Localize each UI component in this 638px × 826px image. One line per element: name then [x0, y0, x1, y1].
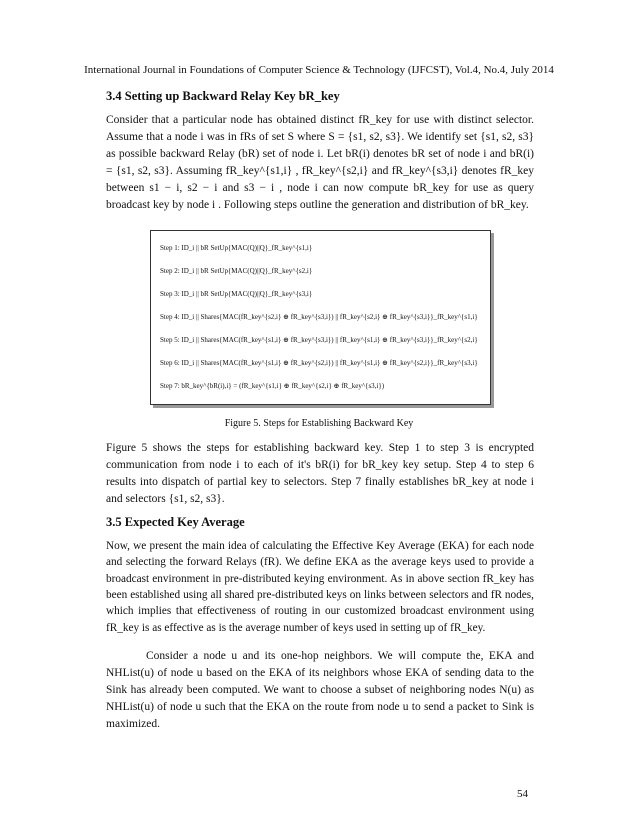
step-4: Step 4: ID_i || Shares{MAC(fR_key^{s2,i} ⊕ fR_key^{s3,i}) || fR_key^{s2,i} ⊕ fR_key^{s3,i}}_fR_key^{s1,i}: [160, 313, 478, 321]
section-3-5-paragraph-1: Now, we present the main idea of calculating the Effective Key Average (EKA) for each node and selecting the forward Relays (fR). We define EKA as the average keys used to provide a broadcast environment in pre-distributed keying environment. As in above section fR_key has been established using all shared pre-distributed keys on links between selectors and fR nodes, which implies that effectiveness of routing in our customized broadcast environment using fR_key is as effective as is the average number of keys used in setting up of fR_key.: [106, 540, 534, 634]
section-3-5-title: 3.5 Expected Key Average: [106, 515, 245, 529]
figure-5-discussion: Figure 5 shows the steps for establishing backward key. Step 1 to step 3 is encrypted communication from node i to each of it's bR(i) for bR_key key setup. Step 4 to step 6 results into dispatch of partial key to selectors. Step 7 finally establishes bR_key at node i and selectors {s1, s2, s3}.: [106, 442, 534, 505]
step-5: Step 5: ID_i || Shares{MAC(fR_key^{s1,i} ⊕ fR_key^{s3,i}) || fR_key^{s1,i} ⊕ fR_key^{s3,i}}_fR_key^{s2,i}: [160, 336, 478, 344]
section-3-4-paragraph: Consider that a particular node has obtained distinct fR_key for use with distinct selector. Assume that a node i was in fRs of set S where S = {s1, s2, s3}. We identify set {s1, s2, s3} as possible backward Relay (bR) set of node i. Let bR(i) denotes bR set of node i and bR(i) = {s1, s2, s3}. Assuming fR_key^{s1,i} , fR_key^{s2,i} and fR_key^{s3,i} denotes fR_key between s1 − i, s2 − i and s3 − i , node i can now compute bR_key for use as query broadcast key by node i . Following steps outline the generation and distribution of bR_key.: [106, 114, 534, 211]
journal-header: International Journal in Foundations of Computer Science & Technology (IJFCST), Vol.4, No.4, July 2014: [84, 64, 554, 76]
step-6: Step 6: ID_i || Shares{MAC(fR_key^{s1,i} ⊕ fR_key^{s2,i}) || fR_key^{s1,i} ⊕ fR_key^{s2,i}}_fR_key^{s3,i}: [160, 359, 478, 367]
step-7: Step 7: bR_key^{bR(i),i} = (fR_key^{s1,i} ⊕ fR_key^{s2,i} ⊕ fR_key^{s3,i}): [160, 382, 385, 390]
figure-5-caption: Figure 5. Steps for Establishing Backward Key: [224, 418, 414, 429]
page-number: 54: [517, 788, 528, 800]
step-1: Step 1: ID_i || bR SetUp{MAC(Q)||Q}_fR_key^{s1,i}: [160, 244, 313, 252]
section-3-4-title: 3.4 Setting up Backward Relay Key bR_key: [106, 89, 340, 103]
section-3-5-paragraph-2: Consider a node u and its one-hop neighbors. We will compute the, EKA and NHList(u) of node u based on the EKA of its neighbors whose EKA of sending data to the Sink has already been computed. We want to choose a subset of neighboring nodes N(u) as NHList(u) of node u such that the EKA on the route from node u to send a packet to Sink is maximized.: [106, 650, 534, 730]
step-3: Step 3: ID_i || bR SetUp{MAC(Q)||Q}_fR_key^{s3,i}: [160, 290, 313, 298]
figure-5-box: [150, 230, 491, 405]
step-2: Step 2: ID_i || bR SetUp{MAC(Q)||Q}_fR_key^{s2,i}: [160, 267, 313, 275]
figure-5-steps: [151, 231, 490, 398]
